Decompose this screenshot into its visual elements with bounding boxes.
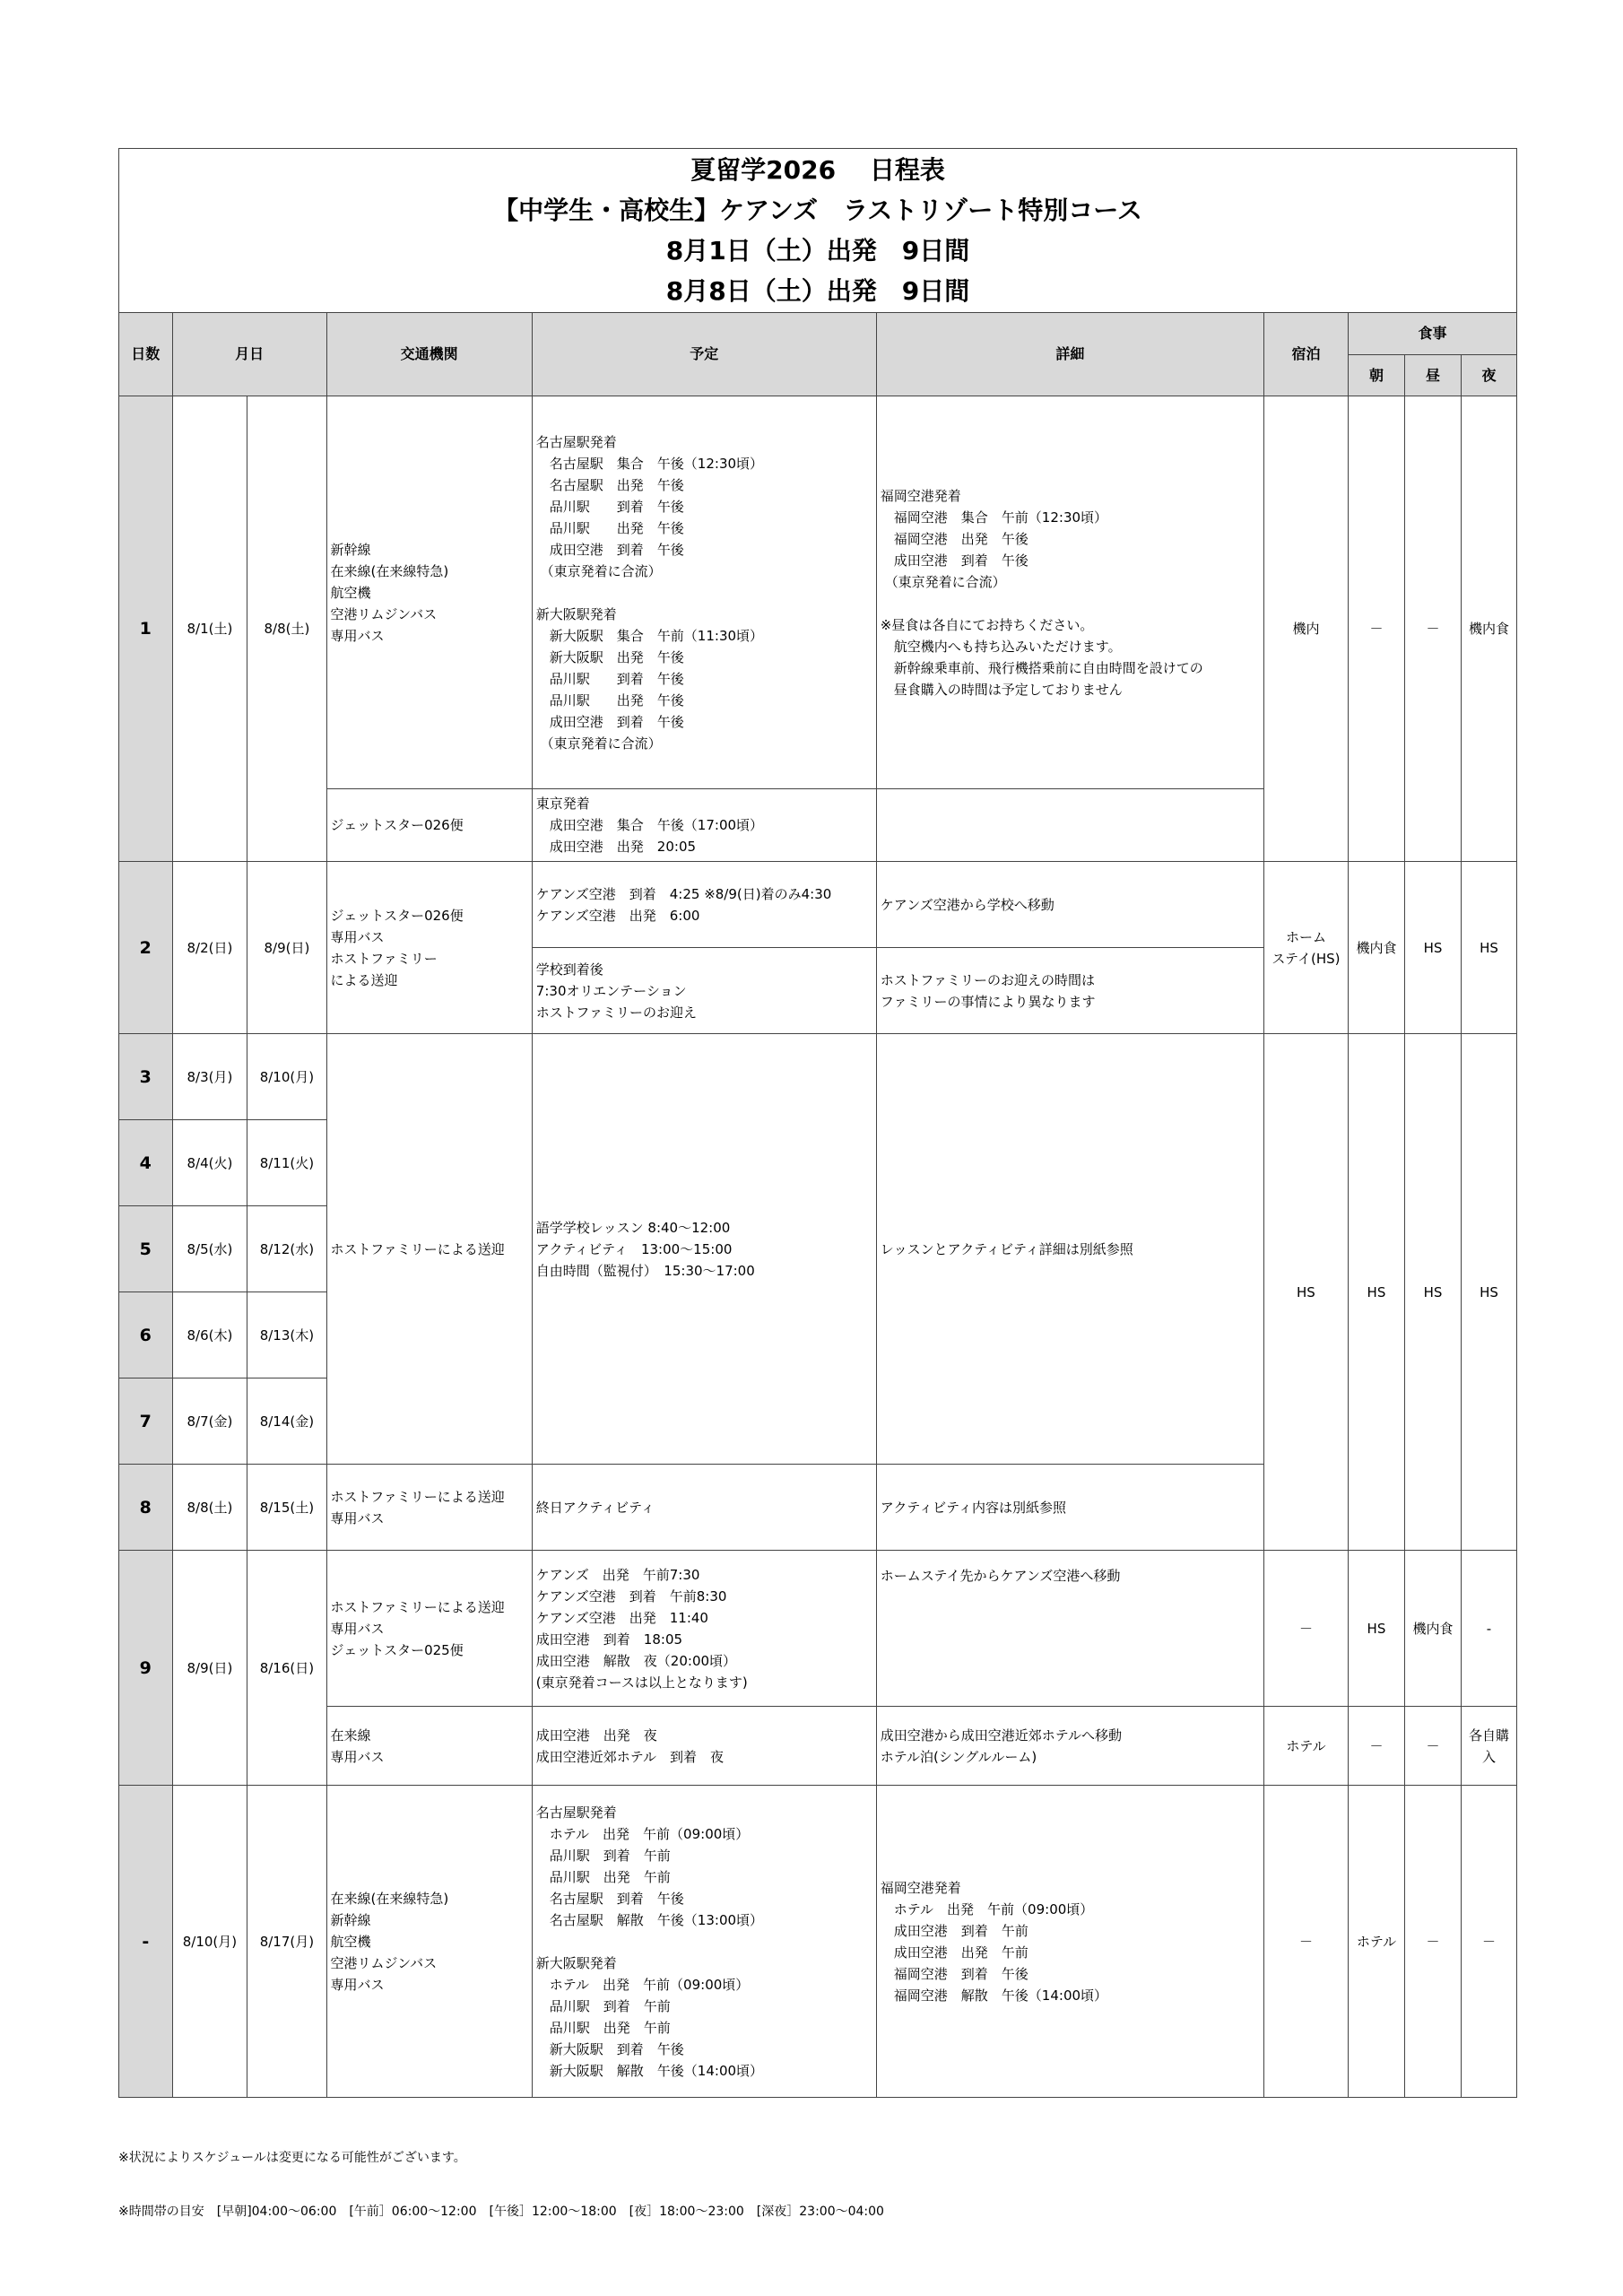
date-first: 8/10(月) (172, 1786, 247, 2098)
dinner-cell: HS (1462, 1034, 1517, 1551)
stay-cell: － (1263, 1551, 1348, 1707)
day-number: 6 (119, 1292, 173, 1378)
details-cell: 福岡空港発着 ホテル 出発 午前（09:00頃） 成田空港 到着 午前 成田空港 出発 午前 福岡空港 到着 午後 福岡空港 解散 午後（14:00頃） (876, 1786, 1263, 2098)
lunch-cell: HS (1404, 862, 1461, 1034)
date-first: 8/4(火) (172, 1120, 247, 1206)
date-first: 8/5(水) (172, 1206, 247, 1292)
breakfast-cell: ホテル (1348, 1786, 1404, 2098)
breakfast-cell: 機内食 (1348, 862, 1404, 1034)
header-days: 日数 (119, 313, 173, 396)
date-second: 8/16(日) (247, 1551, 326, 1786)
dinner-cell: 各自購入 (1462, 1707, 1517, 1786)
header-breakfast: 朝 (1348, 355, 1404, 396)
header-schedule: 予定 (532, 313, 876, 396)
date-second: 8/12(水) (247, 1206, 326, 1292)
stay-cell: ホーム ステイ(HS) (1263, 862, 1348, 1034)
date-first: 8/3(月) (172, 1034, 247, 1120)
dinner-cell: HS (1462, 862, 1517, 1034)
schedule-cell: ケアンズ 出発 午前7:30 ケアンズ空港 到着 午前8:30 ケアンズ空港 出発 11:40 成田空港 到着 18:05 成田空港 解散 夜（20:00頃） (東京発着コースは以上となります) (532, 1551, 876, 1707)
schedule-cell: 学校到着後 7:30オリエンテーション ホストファミリーのお迎え (532, 948, 876, 1034)
day-number: 9 (119, 1551, 173, 1786)
dinner-cell: － (1462, 1786, 1517, 2098)
header-stay: 宿泊 (1263, 313, 1348, 396)
date-first: 8/7(金) (172, 1378, 247, 1465)
day-number: 8 (119, 1465, 173, 1551)
breakfast-cell: HS (1348, 1034, 1404, 1551)
header-details: 詳細 (876, 313, 1263, 396)
date-second: 8/9(日) (247, 862, 326, 1034)
lunch-cell: － (1404, 1786, 1461, 2098)
details-cell: アクティビティ内容は別紙参照 (876, 1465, 1263, 1551)
transport-cell: ホストファミリーによる送迎 専用バス ジェットスター025便 (326, 1551, 532, 1707)
details-cell: ホストファミリーのお迎えの時間は ファミリーの事情により異なります (876, 948, 1263, 1034)
footnote-2: ※時間帯の目安 [早朝]04:00～06:00 [午前］06:00～12:00 [午後］12:00～18:00 [夜］18:00～23:00 [深夜］23:00～04:00 (118, 2205, 884, 2219)
schedule-cell: 名古屋駅発着 名古屋駅 集合 午後（12:30頃） 名古屋駅 出発 午後 品川駅 到着 午後 品川駅 出発 午後 成田空港 到着 午後 （東京発着に合流） 新大阪駅発着 新大阪駅 集合 午前（11:30頃） 新大阪駅 出発 午後 品川駅 到着 午後 品川駅 出発 午後 成田空港 到着 午後 （東京発着に合流） (532, 396, 876, 789)
header-transport: 交通機関 (326, 313, 532, 396)
transport-cell: ホストファミリーによる送迎 専用バス (326, 1465, 532, 1551)
breakfast-cell: HS (1348, 1551, 1404, 1707)
schedule-cell: 語学学校レッスン 8:40～12:00 アクティビティ 13:00～15:00 自由時間（監視付） 15:30～17:00 (532, 1034, 876, 1465)
date-second: 8/8(土) (247, 396, 326, 862)
transport-cell: 新幹線 在来線(在来線特急) 航空機 空港リムジンバス 専用バス (326, 396, 532, 789)
stay-cell: 機内 (1263, 396, 1348, 862)
stay-cell: HS (1263, 1034, 1348, 1551)
details-cell: 成田空港から成田空港近郊ホテルへ移動 ホテル泊(シングルルーム) (876, 1707, 1263, 1786)
stay-cell: ホテル (1263, 1707, 1348, 1786)
footnotes (118, 2113, 884, 2239)
dinner-cell: - (1462, 1551, 1517, 1707)
breakfast-cell: － (1348, 396, 1404, 862)
date-second: 8/10(月) (247, 1034, 326, 1120)
date-first: 8/8(土) (172, 1465, 247, 1551)
transport-cell: ジェットスター026便 専用バス ホストファミリー による送迎 (326, 862, 532, 1034)
title-line-2: 【中学生・高校生】ケアンズ ラストリゾート特別コース (493, 196, 1142, 225)
title-block (118, 148, 1517, 312)
table-row (119, 1786, 1517, 2098)
transport-cell: ホストファミリーによる送迎 (326, 1034, 532, 1465)
schedule-cell: ケアンズ空港 到着 4:25 ※8/9(日)着のみ4:30 ケアンズ空港 出発 6:00 (532, 862, 876, 948)
lunch-cell: HS (1404, 1034, 1461, 1551)
transport-cell: 在来線 専用バス (326, 1707, 532, 1786)
date-first: 8/6(木) (172, 1292, 247, 1378)
details-cell: レッスンとアクティビティ詳細は別紙参照 (876, 1034, 1263, 1465)
day-number: 2 (119, 862, 173, 1034)
footnote-1: ※状況によりスケジュールは変更になる可能性がございます。 (118, 2151, 466, 2165)
transport-cell: ジェットスター026便 (326, 789, 532, 862)
date-first: 8/1(土) (172, 396, 247, 862)
lunch-cell: 機内食 (1404, 1551, 1461, 1707)
header-dinner: 夜 (1462, 355, 1517, 396)
transport-cell: 在来線(在来線特急) 新幹線 航空機 空港リムジンバス 専用バス (326, 1786, 532, 2098)
table-row (119, 862, 1517, 948)
lunch-cell: － (1404, 396, 1461, 862)
date-second: 8/14(金) (247, 1378, 326, 1465)
date-second: 8/15(土) (247, 1465, 326, 1551)
table-row (119, 396, 1517, 789)
header-meals: 食事 (1348, 313, 1516, 355)
header-date: 月日 (172, 313, 326, 396)
date-second: 8/17(月) (247, 1786, 326, 2098)
day-number: 5 (119, 1206, 173, 1292)
details-cell (876, 789, 1263, 862)
details-cell: ホームステイ先からケアンズ空港へ移動 (876, 1551, 1263, 1707)
title-line-4: 8月8日（土）出発 9日間 (665, 276, 970, 306)
details-cell: 福岡空港発着 福岡空港 集合 午前（12:30頃） 福岡空港 出発 午後 成田空港 到着 午後 （東京発着に合流） ※昼食は各自にてお持ちください。 航空機内へも持ち込みいただけます。 新幹線乗車前、飛行機搭乗前に自由時間を設けての 昼食購入の時間は予定しておりません (876, 396, 1263, 789)
title-line-1: 夏留学2026 日程表 (690, 155, 945, 185)
schedule-cell: 名古屋駅発着 ホテル 出発 午前（09:00頃） 品川駅 到着 午前 品川駅 出発 午前 名古屋駅 到着 午後 名古屋駅 解散 午後（13:00頃） 新大阪駅発着 ホテル 出発 午前（09:00頃） 品川駅 到着 午前 品川駅 出発 午前 新大阪駅 到着 午後 新大阪駅 解散 午後（14:00頃） (532, 1786, 876, 2098)
table-row (119, 1034, 1517, 1120)
schedule-table (118, 312, 1517, 2098)
day-number: 4 (119, 1120, 173, 1206)
breakfast-cell: － (1348, 1707, 1404, 1786)
date-first: 8/9(日) (172, 1551, 247, 1786)
date-second: 8/11(火) (247, 1120, 326, 1206)
date-first: 8/2(日) (172, 862, 247, 1034)
day-number: 7 (119, 1378, 173, 1465)
schedule-sheet (118, 148, 1517, 2098)
day-number: - (119, 1786, 173, 2098)
schedule-cell: 東京発着 成田空港 集合 午後（17:00頃） 成田空港 出発 20:05 (532, 789, 876, 862)
date-second: 8/13(木) (247, 1292, 326, 1378)
day-number: 3 (119, 1034, 173, 1120)
lunch-cell: － (1404, 1707, 1461, 1786)
schedule-cell: 成田空港 出発 夜 成田空港近郊ホテル 到着 夜 (532, 1707, 876, 1786)
dinner-cell: 機内食 (1462, 396, 1517, 862)
day-number: 1 (119, 396, 173, 862)
table-row (119, 1551, 1517, 1707)
title-line-3: 8月1日（土）出発 9日間 (665, 236, 970, 265)
details-cell: ケアンズ空港から学校へ移動 (876, 862, 1263, 948)
table-row (119, 1707, 1517, 1786)
header-lunch: 昼 (1404, 355, 1461, 396)
schedule-cell: 終日アクティビティ (532, 1465, 876, 1551)
stay-cell: － (1263, 1786, 1348, 2098)
